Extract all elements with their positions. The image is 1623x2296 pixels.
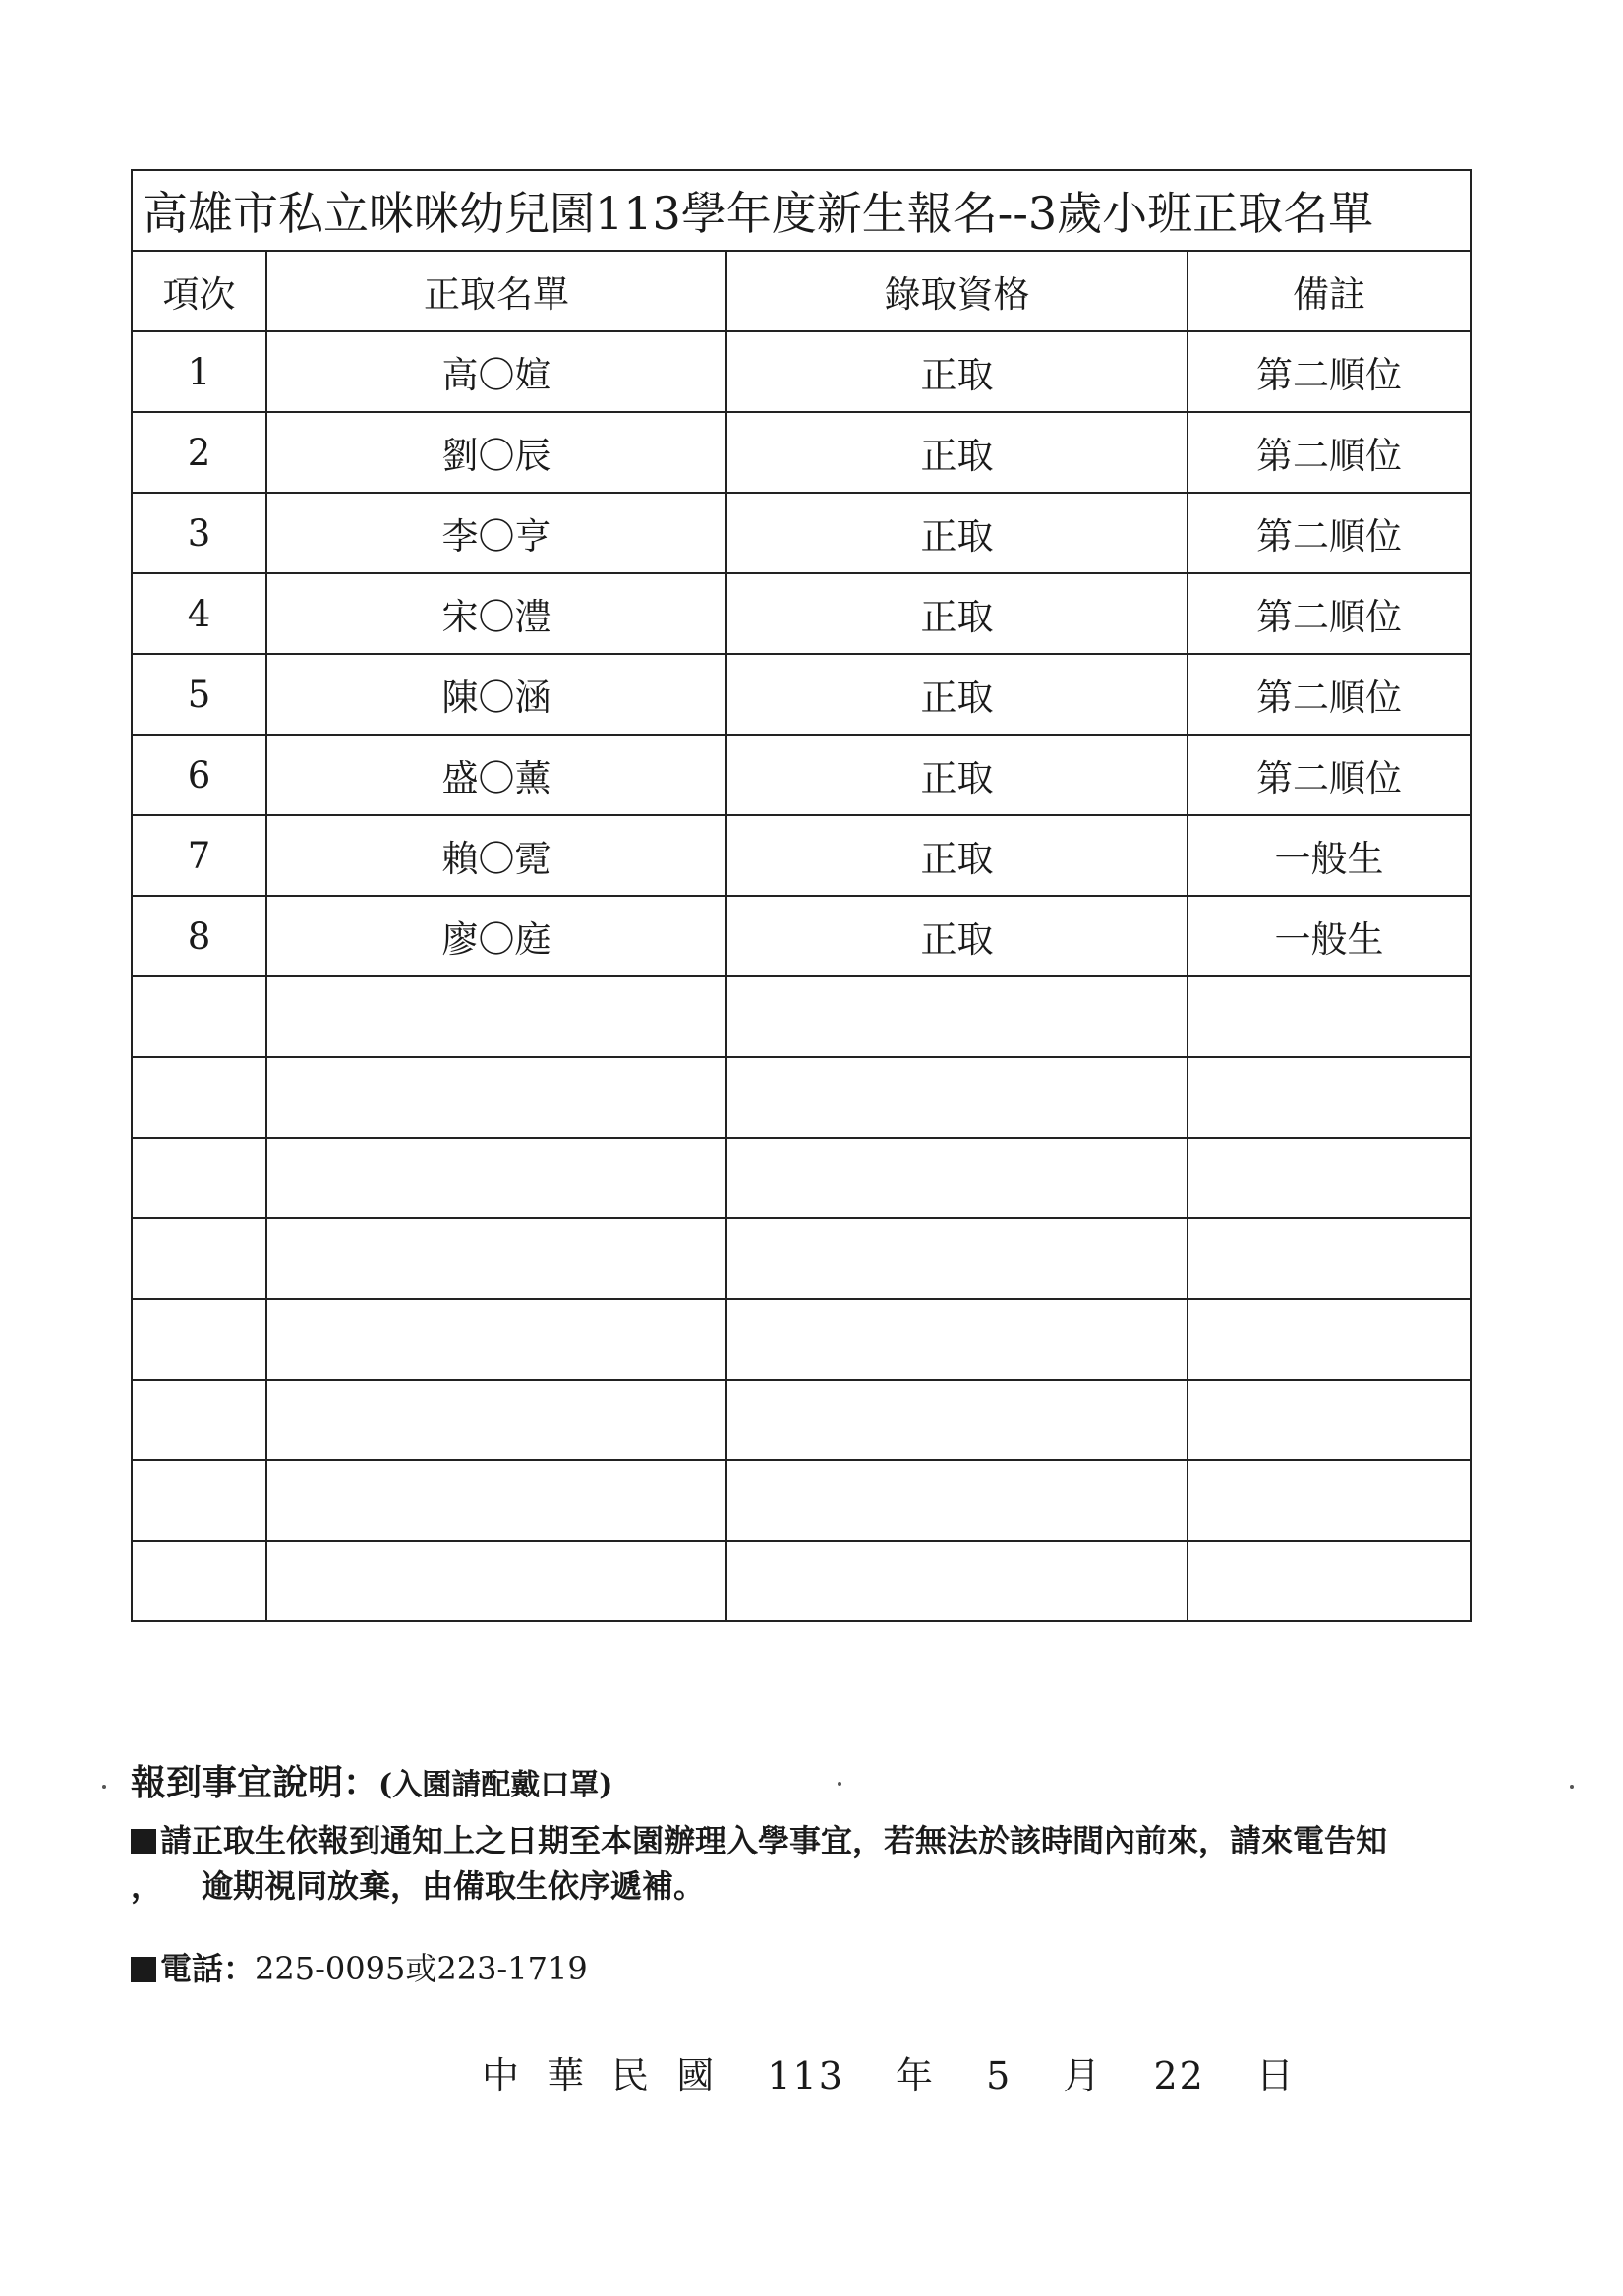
cell-item-number: 1 [132, 331, 266, 412]
cell-qualification: 正取 [726, 412, 1188, 493]
cell-item-number [132, 1541, 266, 1621]
table-row [132, 493, 1471, 573]
cell-qualification: 正取 [726, 573, 1188, 654]
cell-remarks: 一般生 [1188, 815, 1471, 896]
cell-item-number: 3 [132, 493, 266, 573]
cell-qualification: 正取 [726, 735, 1188, 815]
cell-admitted-name: 李〇亨 [266, 493, 726, 573]
phone-value: 225-0095或223-1719 [255, 1950, 588, 1987]
cell-remarks [1188, 1380, 1471, 1460]
cell-remarks [1188, 1218, 1471, 1299]
scan-speck [1570, 1785, 1574, 1789]
table-row [132, 1460, 1471, 1541]
cell-admitted-name [266, 1299, 726, 1380]
table-row [132, 976, 1471, 1057]
date-day-unit: 日 [1255, 2054, 1296, 2097]
notes-heading-text: 報到事宜說明： [131, 1762, 379, 1803]
table-title: 高雄市私立咪咪幼兒園113學年度新生報名--3歲小班正取名單 [132, 170, 1471, 251]
cell-remarks: 第二順位 [1188, 735, 1471, 815]
cell-qualification: 正取 [726, 815, 1188, 896]
date-day: 22 [1153, 2054, 1205, 2097]
cell-admitted-name: 賴〇霓 [266, 815, 726, 896]
cell-item-number: 4 [132, 573, 266, 654]
cell-qualification: 正取 [726, 654, 1188, 735]
date-month-unit: 月 [1063, 2054, 1103, 2097]
cell-item-number: 5 [132, 654, 266, 735]
cell-item-number: 2 [132, 412, 266, 493]
scan-speck [102, 1785, 106, 1789]
notes-section [131, 1760, 1487, 1991]
admission-roster-table [131, 169, 1472, 1622]
cell-item-number [132, 1057, 266, 1138]
table-row [132, 815, 1471, 896]
cell-qualification [726, 1138, 1188, 1218]
cell-item-number: 6 [132, 735, 266, 815]
table-row [132, 1138, 1471, 1218]
cell-admitted-name: 廖〇庭 [266, 896, 726, 976]
document-date [482, 2045, 1321, 2099]
table-row [132, 896, 1471, 976]
scan-speck [838, 1782, 841, 1786]
cell-item-number: 7 [132, 815, 266, 896]
square-bullet-icon [131, 1957, 156, 1982]
table-header-row [132, 251, 1471, 331]
cell-item-number [132, 976, 266, 1057]
cell-admitted-name: 盛〇薰 [266, 735, 726, 815]
cell-remarks: 第二順位 [1188, 493, 1471, 573]
notes-heading [131, 1760, 1487, 1808]
cell-remarks: 第二順位 [1188, 573, 1471, 654]
cell-remarks: 第二順位 [1188, 654, 1471, 735]
cell-remarks: 第二順位 [1188, 331, 1471, 412]
cell-remarks [1188, 1057, 1471, 1138]
cell-admitted-name [266, 1541, 726, 1621]
header-remarks: 備註 [1188, 251, 1471, 331]
cell-qualification [726, 1218, 1188, 1299]
cell-qualification [726, 1541, 1188, 1621]
cell-remarks: 一般生 [1188, 896, 1471, 976]
table-row [132, 1057, 1471, 1138]
notes-paragraph-line2-wrap [131, 1863, 1487, 1909]
cell-admitted-name [266, 1218, 726, 1299]
cell-item-number: 8 [132, 896, 266, 976]
cell-qualification [726, 1380, 1188, 1460]
cell-admitted-name [266, 1138, 726, 1218]
cell-qualification [726, 1299, 1188, 1380]
table-row [132, 412, 1471, 493]
phone-label: 電話： [160, 1950, 256, 1987]
table-row [132, 735, 1471, 815]
square-bullet-icon [131, 1829, 156, 1854]
date-year-unit: 年 [895, 2054, 935, 2097]
table-row [132, 1299, 1471, 1380]
cell-admitted-name: 宋〇澧 [266, 573, 726, 654]
cell-item-number [132, 1460, 266, 1541]
notes-paragraph-line2-prefix: ， [131, 1867, 163, 1905]
notes-paragraph-line2: 逾期視同放棄，由備取生依序遞補。 [202, 1867, 706, 1905]
table-row [132, 1541, 1471, 1621]
header-qualification: 錄取資格 [726, 251, 1188, 331]
header-admitted-name: 正取名單 [266, 251, 726, 331]
notes-heading-sub: (入園請配戴口罩) [378, 1768, 613, 1802]
cell-remarks: 第二順位 [1188, 412, 1471, 493]
cell-admitted-name [266, 976, 726, 1057]
cell-remarks [1188, 976, 1471, 1057]
table-row [132, 573, 1471, 654]
cell-admitted-name [266, 1460, 726, 1541]
cell-qualification: 正取 [726, 331, 1188, 412]
cell-admitted-name: 劉〇辰 [266, 412, 726, 493]
table-row [132, 1380, 1471, 1460]
cell-remarks [1188, 1138, 1471, 1218]
cell-item-number [132, 1299, 266, 1380]
header-item-number: 項次 [132, 251, 266, 331]
date-year: 113 [767, 2054, 844, 2097]
cell-item-number [132, 1218, 266, 1299]
date-month: 5 [986, 2054, 1013, 2097]
notes-paragraph-line1: 請正取生依報到通知上之日期至本園辦理入學事宜，若無法於該時間內前來，請來電告知 [160, 1822, 1388, 1859]
cell-qualification [726, 1057, 1188, 1138]
table-title-row [132, 170, 1471, 251]
table-row [132, 331, 1471, 412]
cell-item-number [132, 1380, 266, 1460]
cell-admitted-name [266, 1380, 726, 1460]
cell-qualification [726, 976, 1188, 1057]
cell-item-number [132, 1138, 266, 1218]
table-row [132, 654, 1471, 735]
cell-remarks [1188, 1299, 1471, 1380]
cell-qualification: 正取 [726, 896, 1188, 976]
cell-remarks [1188, 1541, 1471, 1621]
cell-admitted-name [266, 1057, 726, 1138]
notes-paragraph [131, 1818, 1487, 1909]
table-row [132, 1218, 1471, 1299]
cell-admitted-name: 高〇媗 [266, 331, 726, 412]
date-era: 中 華 民 國 [482, 2054, 717, 2097]
cell-qualification: 正取 [726, 493, 1188, 573]
phone-line [131, 1946, 1487, 1991]
cell-admitted-name: 陳〇涵 [266, 654, 726, 735]
cell-remarks [1188, 1460, 1471, 1541]
cell-qualification [726, 1460, 1188, 1541]
